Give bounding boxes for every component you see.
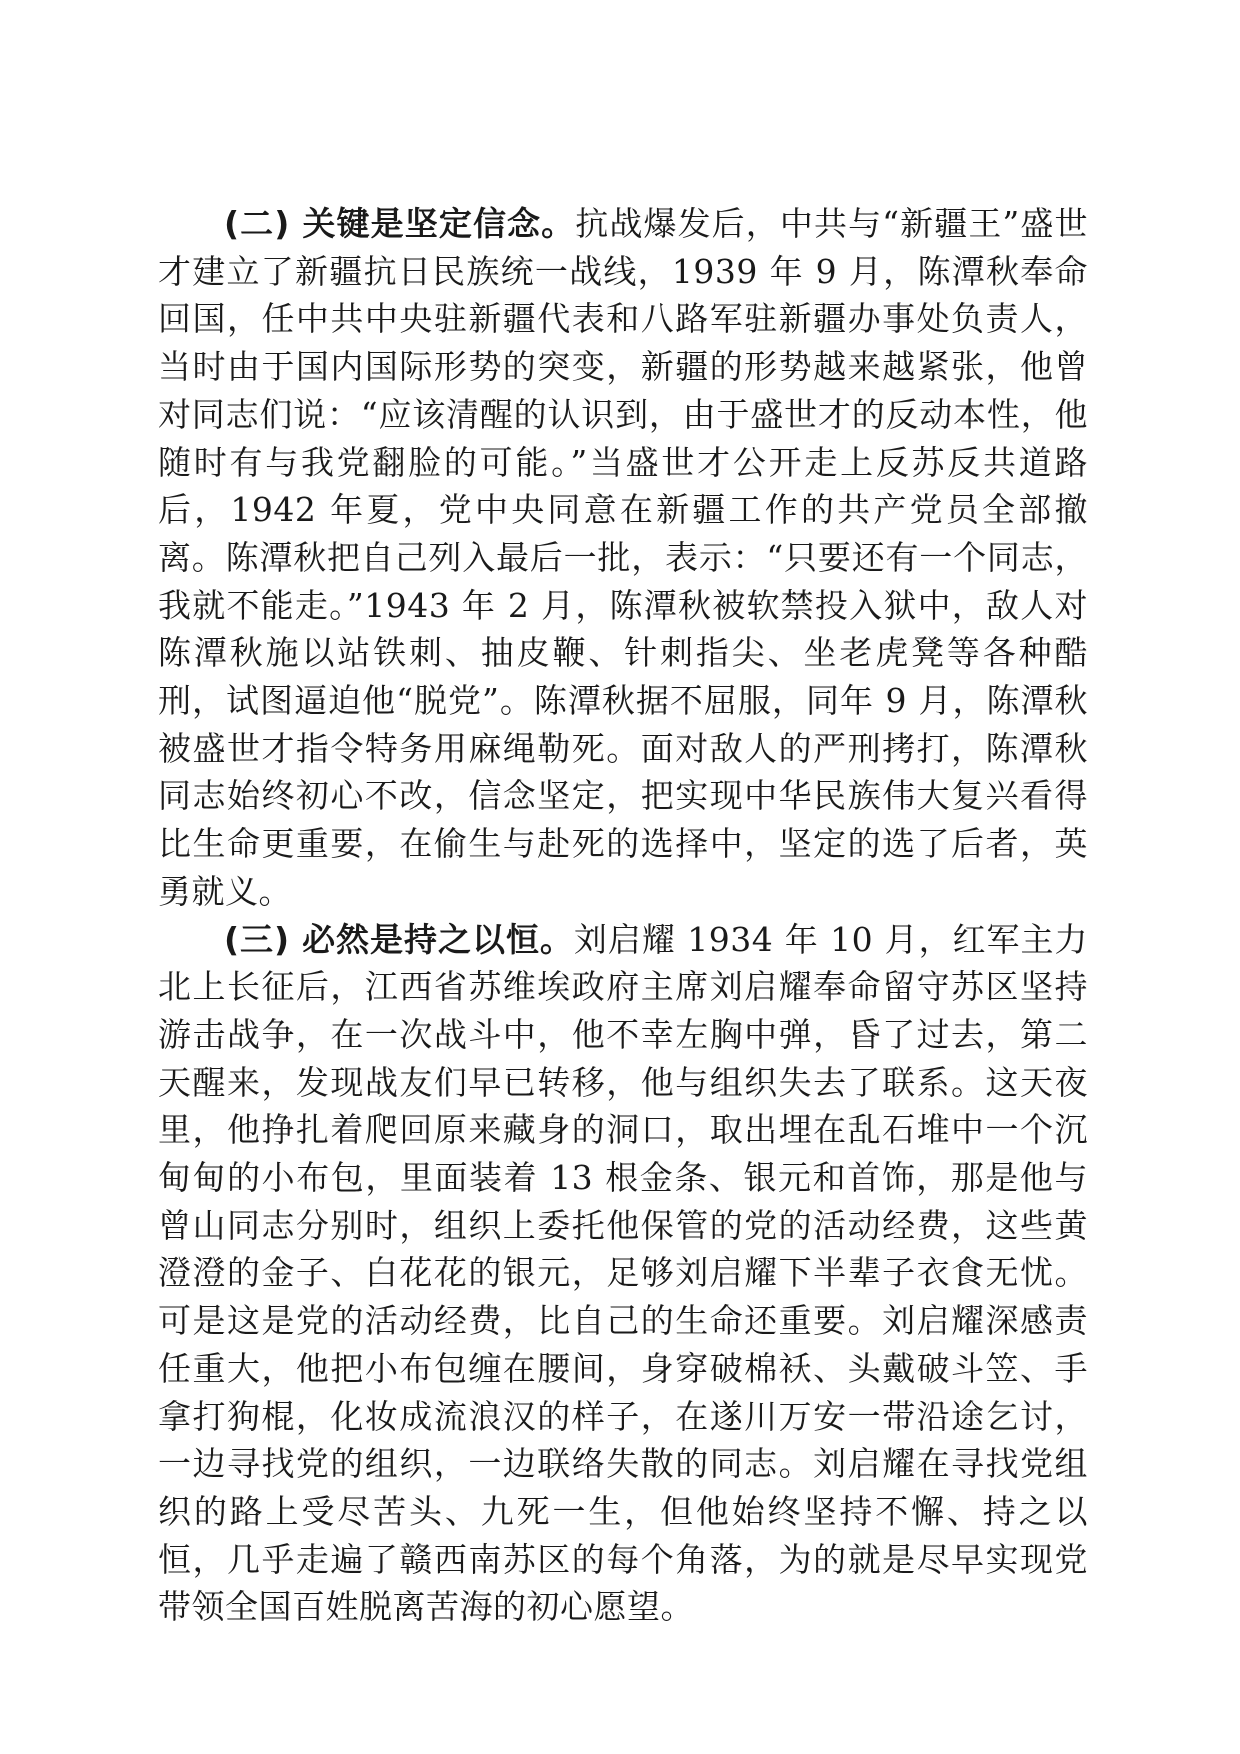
paragraph-firm-belief — [158, 200, 1088, 916]
paragraph-text-2: 抗战爆发后，中共与“新疆王”盛世才建立了新疆抗日民族统一战线，1939 年 9 月，陈潭秋奉命回国，任中共中央驻新疆代表和八路军驻新疆办事处负责人，当时由于国内国际形势的突变，新疆的形势越来越紧张，他曾对同志们说：“应该清醒的认识到，由于盛世才的反动本性，他随时有与我党翻脸的可能。”当盛世才公开走上反苏反共道路后，1942 年夏，党中央同意在新疆工作的共产党员全部撤离。陈潭秋把自己列入最后一批，表示：“只要还有一个同志，我就不能走。”1943 年 2 月，陈潭秋被软禁投入狱中，敌人对陈潭秋施以站铁刺、抽皮鞭、针刺指尖、坐老虎凳等各种酷刑，试图逼迫他“脱党”。陈潭秋据不屈服，同年 9 月，陈潭秋被盛世才指令特务用麻绳勒死。面对敌人的严刑拷打，陈潭秋同志始终初心不改，信念坚定，把实现中华民族伟大复兴看得比生命更重要，在偷生与赴死的选择中，坚定的选了后者，英勇就义。 — [158, 204, 1089, 911]
document-body — [158, 200, 1088, 1631]
paragraph-text-3: 刘启耀 1934 年 10 月，红军主力北上长征后，江西省苏维埃政府主席刘启耀奉命留守苏区坚持游击战争，在一次战斗中，他不幸左胸中弹，昏了过去，第二天醒来，发现战友们早已转移，他与组织失去了联系。这天夜里，他挣扎着爬回原来藏身的洞口，取出埋在乱石堆中一个沉甸甸的小布包，里面装着 13 根金条、银元和首饰，那是他与曾山同志分别时，组织上委托他保管的党的活动经费，这些黄澄澄的金子、白花花的银元，足够刘启耀下半辈子衣食无忧。可是这是党的活动经费，比自己的生命还重要。刘启耀深感责任重大，他把小布包缠在腰间，身穿破棉袄、头戴破斗笠、手拿打狗棍，化妆成流浪汉的样子，在遂川万安一带沿途乞讨，一边寻找党的组织，一边联络失散的同志。刘启耀在寻找党组织的路上受尽苦头、九死一生，但他始终坚持不懈、持之以恒，几乎走遍了赣西南苏区的每个角落，为的就是尽早实现党带领全国百姓脱离苦海的初心愿望。 — [158, 919, 1089, 1627]
paragraph-perseverance — [158, 916, 1088, 1632]
section-heading-3: (三) 必然是持之以恒。 — [224, 919, 574, 959]
section-heading-2: (二) 关键是坚定信念。 — [224, 204, 576, 243]
